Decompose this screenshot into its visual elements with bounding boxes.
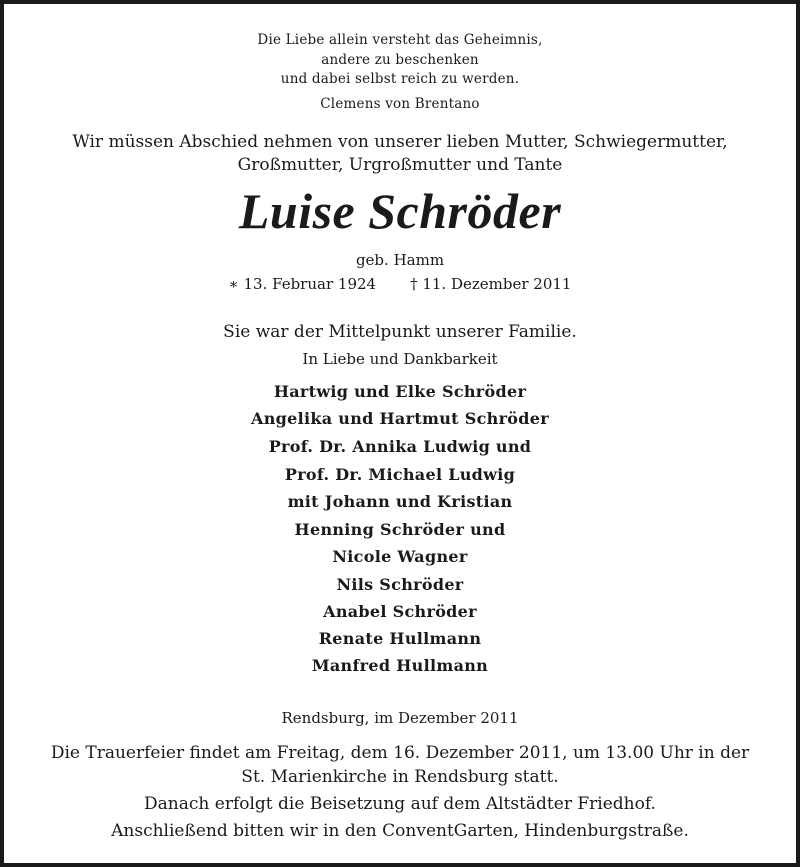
service-line: St. Marienkirche in Rendsburg statt. <box>241 767 559 787</box>
family-member: Hartwig und Elke Schröder <box>273 382 527 401</box>
intro-line: Wir müssen Abschied nehmen von unserer lieben Mutter, Schwiegermutter, <box>72 132 728 152</box>
service-line: Danach erfolgt die Beisetzung auf dem Altstädter Friedhof. <box>144 794 656 814</box>
family-member: Prof. Dr. Annika Ludwig und <box>268 437 532 456</box>
family-member: Nicole Wagner <box>332 547 468 566</box>
family-member: Nils Schröder <box>336 575 464 594</box>
place-date: Rendsburg, im Dezember 2011 <box>281 709 519 727</box>
family-member: Angelika und Hartmut Schröder <box>251 409 549 428</box>
motto-line: und dabei selbst reich zu werden. <box>280 71 520 87</box>
closing-line: In Liebe und Dankbarkeit <box>302 350 498 368</box>
motto-line: Die Liebe allein versteht das Geheimnis, <box>257 32 543 48</box>
family-member: Henning Schröder und <box>294 520 506 539</box>
birth-date: ∗ 13. Februar 1924 <box>228 275 377 293</box>
service-line: Die Trauerfeier findet am Freitag, dem 16. Dezember 2011, um 13.00 Uhr in der <box>50 743 750 763</box>
deceased-name: Luise Schröder <box>238 183 562 239</box>
family-member: Anabel Schröder <box>323 602 477 621</box>
family-member: Renate Hullmann <box>318 629 482 648</box>
maiden-name: geb. Hamm <box>355 251 445 269</box>
death-date: † 11. Dezember 2011 <box>410 275 572 293</box>
motto-line: andere zu beschenken <box>321 52 479 68</box>
intro-line: Großmutter, Urgroßmutter und Tante <box>237 155 563 175</box>
service-line: Anschließend bitten wir in den ConventGarten, Hindenburgstraße. <box>111 821 689 841</box>
family-member: Manfred Hullmann <box>311 656 489 675</box>
motto-author: Clemens von Brentano <box>320 96 480 112</box>
tribute-line: Sie war der Mittelpunkt unserer Familie. <box>223 322 577 342</box>
family-member: Prof. Dr. Michael Ludwig <box>284 465 516 484</box>
family-member: mit Johann und Kristian <box>287 492 513 511</box>
life-dates <box>4 275 796 293</box>
